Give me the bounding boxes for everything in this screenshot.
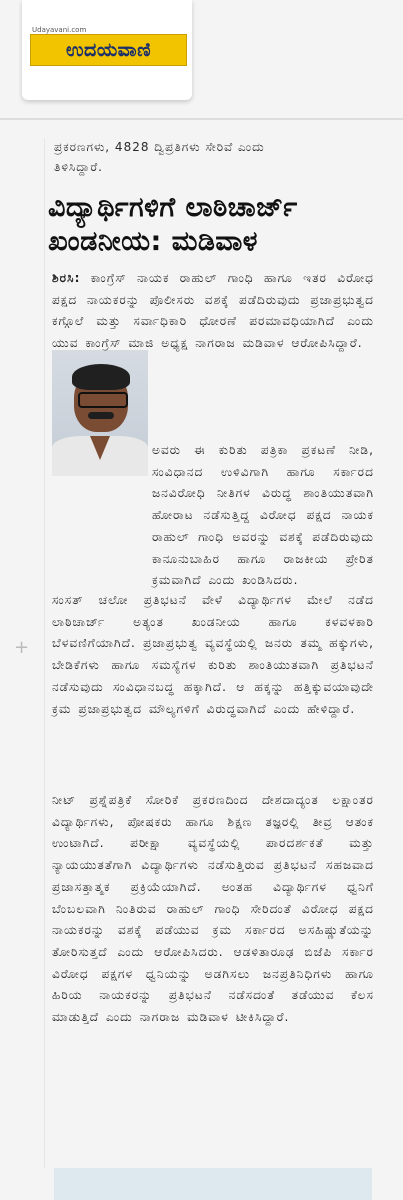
paragraph-3-text: ಸಂಸತ್ ಚಲೋ ಪ್ರತಿಭಟನೆ ವೇಳೆ ವಿದ್ಯಾರ್ಥಿಗಳ ಮೇಲೆ ನಡೆದ ಲಾಠಿಚಾರ್ಜ್ ಅತ್ಯಂತ ಖಂಡನೀಯ ಹಾಗೂ ಕಳವಳಕಾರಿ ಬೆಳವಣಿಗೆಯಾಗಿದೆ. ಪ್ರಜಾಪ್ರಭುತ್ವ ವ್ಯವಸ್ಥೆಯಲ್ಲಿ ಜನರು ತಮ್ಮ ಹಕ್ಕುಗಳು, ಬೇಡಿಕೆಗಳು ಹಾಗೂ ಸಮಸ್ಯೆಗಳ ಕುರಿತು ಶಾಂತಿಯುತವಾಗಿ ಪ್ರತಿಭಟನೆ ನಡೆಸುವುದು ಸಂವಿಧಾನಬದ್ಧ ಹಕ್ಕಾಗಿದೆ. ಆ ಹಕ್ಕನ್ನು ಹತ್ತಿಕ್ಕುವಯಾವುದೇ ಕ್ರಮ ಪ್ರಜಾಪ್ರಭುತ್ವದ ಮೌಲ್ಯಗಳಿಗೆ ವಿರುದ್ಧವಾಗಿದೆ ಎಂದು ಹೇಳಿದ್ದಾರೆ.	[52, 593, 374, 716]
dateline-place: ಶಿರಸಿ:	[52, 271, 81, 285]
article-paragraph-4	[52, 790, 374, 1029]
next-article-box	[54, 1168, 372, 1200]
headline-line2: ಖಂಡನೀಯ: ಮಡಿವಾಳ	[48, 226, 258, 257]
article-paragraph-2	[152, 440, 374, 592]
column-divider	[44, 138, 45, 1168]
page-plus-mark: +	[14, 637, 30, 658]
paragraph-1-text: ಕಾಂಗ್ರೆಸ್ ನಾಯಕ ರಾಹುಲ್ ಗಾಂಧಿ ಹಾಗೂ ಇತರ ವಿರೋಧ ಪಕ್ಷದ ನಾಯಕರನ್ನು ಪೊಲೀಸರು ವಶಕ್ಕೆ ಪಡೆದಿರುವುದು ಪ್ರಜಾಪ್ರಭುತ್ವದ ಕಗ್ಗೊಲೆ ಮತ್ತು ಸರ್ವಾಧಿಕಾರಿ ಧೋರಣೆ ಪರಮಾವಧಿಯಾಗಿದೆ ಎಂದು ಯುವ ಕಾಂಗ್ರೆಸ್ ಮಾಜಿ ಅಧ್ಯಕ್ಷ ನಾಗರಾಜ ಮಡಿವಾಳ ಆರೋಪಿಸಿದ್ದಾರೆ.	[52, 271, 374, 351]
header-divider	[0, 118, 403, 120]
paragraph-2-text: ಅವರು ಈ ಕುರಿತು ಪತ್ರಿಕಾ ಪ್ರಕಟಣೆ ನೀಡಿ, ಸಂವಿಧಾನದ ಉಳಿವಿಗಾಗಿ ಹಾಗೂ ಸರ್ಕಾರದ ಜನವಿರೋಧಿ ನೀತಿಗಳ ವಿರುದ್ಧ ಶಾಂತಿಯುತವಾಗಿ ಹೋರಾಟ ನಡೆಸುತ್ತಿದ್ದ ವಿರೋಧ ಪಕ್ಷದ ನಾಯಕ ರಾಹುಲ್ ಗಾಂಧಿ ಅವರನ್ನು ವಶಕ್ಕೆ ಪಡೆದಿರುವುದು ಕಾನೂನುಬಾಹಿರ ಹಾಗೂ ರಾಜಕೀಯ ಪ್ರೇರಿತ ಕ್ರಮವಾಗಿದೆ ಎಂದು ಖಂಡಿಸಿದರು.	[152, 443, 374, 588]
reporter-portrait-photo	[52, 350, 148, 476]
previous-article-fragment-line2: ತಿಳಿಸಿದ್ದಾರೆ.	[54, 160, 103, 174]
article-paragraph-1	[52, 268, 374, 355]
newspaper-logo: ಉದಯವಾಣಿ	[30, 34, 187, 66]
masthead-logo-card	[22, 0, 192, 100]
logo-site-url: Udayavani.com	[32, 26, 87, 34]
paragraph-4-text: ನೀಟ್ ಪ್ರಶ್ನೆಪತ್ರಿಕೆ ಸೋರಿಕೆ ಪ್ರಕರಣದಿಂದ ದೇಶದಾದ್ಯಂತ ಲಕ್ಷಾಂತರ ವಿದ್ಯಾರ್ಥಿಗಳು, ಪೋಷಕರು ಹಾಗೂ ಶಿಕ್ಷಣ ತಜ್ಞರಲ್ಲಿ ತೀವ್ರ ಆತಂಕ ಉಂಟಾಗಿದೆ. ಪರೀಕ್ಷಾ ವ್ಯವಸ್ಥೆಯಲ್ಲಿ ಪಾರದರ್ಶಕತೆ ಮತ್ತು ನ್ಯಾಯಯುತತೆಗಾಗಿ ವಿದ್ಯಾರ್ಥಿಗಳು ನಡೆಸುತ್ತಿರುವ ಪ್ರತಿಭಟನೆ ಸಹಜವಾದ ಪ್ರಜಾಸತ್ತಾತ್ಮಕ ಪ್ರಕ್ರಿಯೆಯಾಗಿದೆ. ಅಂತಹ ವಿದ್ಯಾರ್ಥಿಗಳ ಧ್ವನಿಗೆ ಬೆಂಬಲವಾಗಿ ನಿಂತಿರುವ ರಾಹುಲ್ ಗಾಂಧಿ ಸೇರಿದಂತೆ ವಿರೋಧ ಪಕ್ಷದ ನಾಯಕರನ್ನು ವಶಕ್ಕೆ ಪಡೆಯುವ ಕ್ರಮ ಸರ್ಕಾರದ ಅಸಹಿಷ್ಣುತೆಯನ್ನು ತೋರಿಸುತ್ತದೆ ಎಂದು ಆರೋಪಿಸಿದರು. ಆಡಳಿತಾರೂಢ ಬಿಜೆಪಿ ಸರ್ಕಾರ ವಿರೋಧ ಪಕ್ಷಗಳ ಧ್ವನಿಯನ್ನು ಅಡಗಿಸಲು ಜನಪ್ರತಿನಿಧಿಗಳು ಹಾಗೂ ಹಿರಿಯ ನಾಯಕರನ್ನು ಪ್ರತಿಭಟನೆ ನಡೆಸದಂತೆ ತಡೆಯುವ ಕೆಲಸ ಮಾಡುತ್ತಿದೆ ಎಂದು ನಾಗರಾಜ ಮಡಿವಾಳ ಟೀಕಿಸಿದ್ದಾರೆ.	[52, 793, 374, 1025]
photo-hair	[72, 364, 130, 390]
headline-line1: ವಿದ್ಯಾರ್ಥಿಗಳಿಗೆ ಲಾಠಿಚಾರ್ಜ್	[48, 192, 298, 223]
photo-mustache	[88, 412, 114, 419]
article-paragraph-3	[52, 590, 374, 720]
photo-glasses	[78, 392, 128, 408]
previous-article-fragment-line1: ಪ್ರಕರಣಗಳು, 4828 ದ್ವಿಪ್ರತಿಗಳು ಸೇರಿವೆ ಎಂದು	[54, 140, 265, 154]
